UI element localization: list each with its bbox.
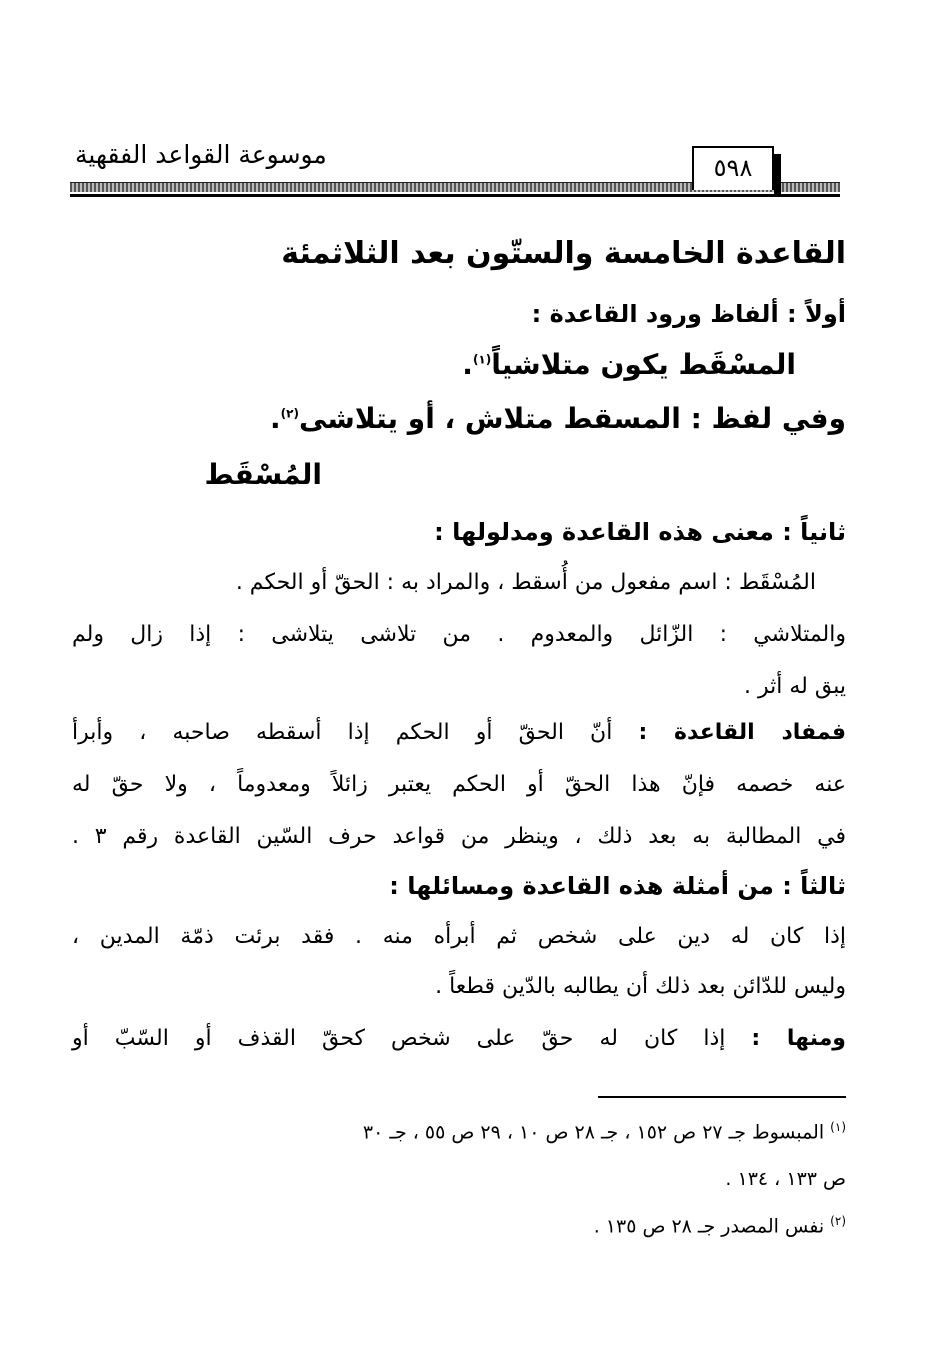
variant-text: المسقط متلاش ، أو يتلاشى [298,402,681,435]
purport-label: فمفاد القاعدة : [638,720,846,745]
rule-variant [270,402,846,435]
page-number-shadow [774,154,781,196]
footnote-ref-2: (٢) [280,406,299,421]
rule-statement [462,348,796,381]
rule-end: . [462,348,473,381]
section-title-wording: أولاً : ألفاظ ورود القاعدة : [531,300,846,328]
footnote-2 [72,1214,846,1237]
section-title-meaning: ثانياً : معنى هذه القاعدة ومدلولها : [434,518,846,546]
example2-text: إذا كان له حقّ على شخص كحقّ القذف أو السّبّ أو [72,1026,726,1051]
margin-mark: المُسْقَط [204,458,322,491]
page-number: ٥٩٨ [713,154,753,182]
example1-line2: وليس للدّائن بعد ذلك أن يطالبه بالدّين قطعاً . [435,974,846,999]
page-number-box [692,146,774,190]
footnote-separator [598,1096,846,1098]
paragraph-purport-line1 [72,720,846,745]
example1-line1: إذا كان له دين على شخص ثم أبرأه منه . فقد برئت ذمّة المدين ، [72,924,846,949]
section-title-examples: ثالثاً : من أمثلة هذه القاعدة ومسائلها : [389,872,846,900]
variant-end: . [270,402,281,435]
paragraph-vanishing-line1: والمتلاشي : الزّائل والمعدوم . من تلاشى يتلاشى : إذا زال ولم [72,622,846,647]
paragraph-vanishing-line2: يبق له أثر . [744,674,846,699]
footnote-2-text: نفس المصدر جـ ٢٨ ص ١٣٥ . [593,1215,825,1238]
purport-text: أنّ الحقّ أو الحكم إذا أسقطه صاحبه ، وأبرأ [72,720,613,745]
running-header-title: موسوعة القواعد الفقهية [75,140,327,169]
example2-label: ومنها : [751,1026,846,1051]
paragraph-definition: المُسْقَط : اسم مفعول من أُسقط ، والمراد به : الحقّ أو الحكم . [235,570,816,595]
footnote-1-line1 [72,1120,846,1143]
header-rule [70,194,840,197]
paragraph-purport-line3: في المطالبة به بعد ذلك ، وينظر من قواعد حرف السّين القاعدة رقم ٣ . [72,824,846,849]
rule-text: المسْقَط يكون متلاشياً [491,348,796,381]
rule-heading: القاعدة الخامسة والستّون بعد الثلاثمئة [281,236,846,271]
example2-line1 [72,1026,846,1051]
footnote-ref-1: (١) [472,352,492,367]
paragraph-purport-line2: عنه خصمه فإنّ هذا الحقّ أو الحكم يعتبر زائلاً ومعدوماً ، ولا حقّ له [72,772,846,797]
footnote-1-number: (١) [830,1120,846,1134]
footnote-1-text: المبسوط جـ ٢٧ ص ١٥٢ ، جـ ٢٨ ص ١٠ ، ٢٩ ص ٥٥ ، جـ ٣٠ [362,1121,825,1144]
variant-prefix: وفي لفظ : [680,402,846,435]
footnote-2-number: (٢) [830,1214,846,1228]
footnote-1-line2: ص ١٣٣ ، ١٣٤ . [725,1168,846,1190]
